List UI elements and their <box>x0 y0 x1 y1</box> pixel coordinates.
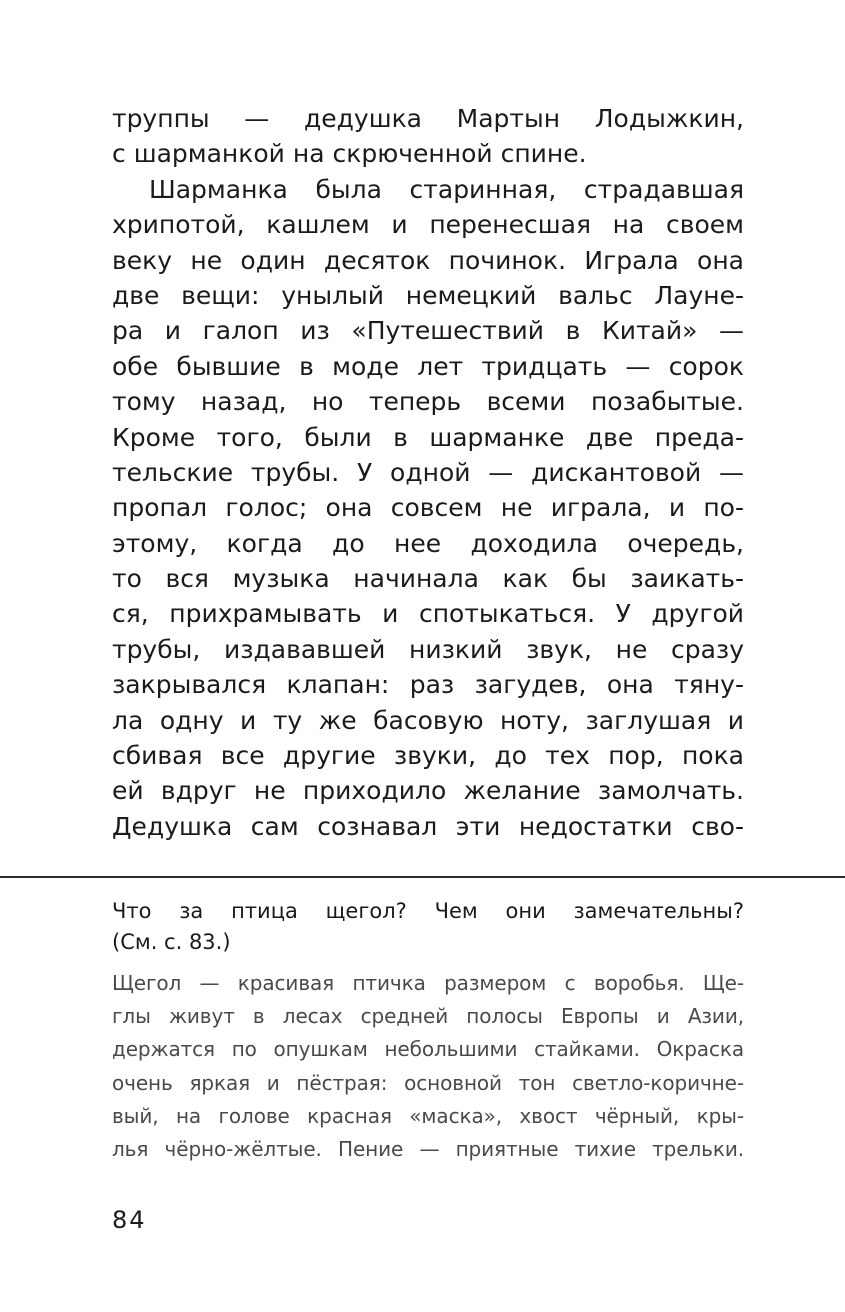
footnote-question <box>112 896 744 958</box>
question-line: (См. с. 83.) <box>112 930 231 954</box>
answer-line: очень яркая и пёстрая: основной тон светло-коричне- <box>112 1070 744 1095</box>
answer-line: держатся по опушкам небольшими стайками. Окраска <box>112 1037 744 1062</box>
answer-line: вый, на голове красная «маска», хвост чёрный, кры- <box>112 1103 744 1128</box>
text-line: две вещи: унылый немецкий вальс Лауне- <box>112 280 744 310</box>
section-divider <box>0 876 845 878</box>
text-line: тому назад, но теперь всеми позабытые. <box>112 387 744 417</box>
text-line: трубы, издававшей низкий звук, не сразу <box>112 634 744 664</box>
footnote-answer <box>112 967 744 1166</box>
text-line: тельские трубы. У одной — дискантовой — <box>112 457 744 487</box>
text-line: пропал голос; она совсем не играла, и по- <box>112 493 744 523</box>
text-line: хрипотой, кашлем и перенесшая на своем <box>112 210 744 240</box>
answer-line: Щегол — красивая птичка размером с воробья. Ще- <box>112 971 744 995</box>
text-line: ла одну и ту же басовую ноту, заглушая и <box>112 705 744 735</box>
text-line: сбивая все другие звуки, до тех пор, пока <box>112 741 744 771</box>
text-line: веку не один десяток починок. Играла она <box>112 245 744 275</box>
text-line: Шарманка была старинная, страдавшая <box>149 174 744 204</box>
main-text-block <box>112 101 744 844</box>
text-line: этому, когда до нее доходила очередь, <box>112 528 744 558</box>
text-line: то вся музыка начинала как бы заикать- <box>112 564 744 594</box>
answer-line: глы живут в лесах средней полосы Европы и Азии, <box>112 1004 744 1029</box>
page-number: 84 <box>112 1206 147 1234</box>
text-line: ей вдруг не приходило желание замолчать. <box>112 776 744 806</box>
answer-line: лья чёрно-жёлтые. Пение — приятные тихие трельки. <box>112 1136 744 1161</box>
text-line: Дедушка сам сознавал эти недостатки сво- <box>112 811 744 841</box>
text-line: с шарманкой на скрюченной спине. <box>112 139 587 169</box>
text-line: ра и галоп из «Путешествий в Китай» — <box>112 316 744 346</box>
text-line: Кроме того, были в шарманке две преда- <box>112 422 744 452</box>
text-line: обе бывшие в моде лет тридцать — сорок <box>112 351 744 381</box>
text-line: ся, прихрамывать и спотыкаться. У другой <box>112 599 744 629</box>
text-line: закрывался клапан: раз загудев, она тяну- <box>112 670 744 700</box>
question-line: Что за птица щегол? Чем они замечательны? <box>112 899 744 923</box>
text-line: труппы — дедушка Мартын Лодыжкин, <box>112 104 744 133</box>
